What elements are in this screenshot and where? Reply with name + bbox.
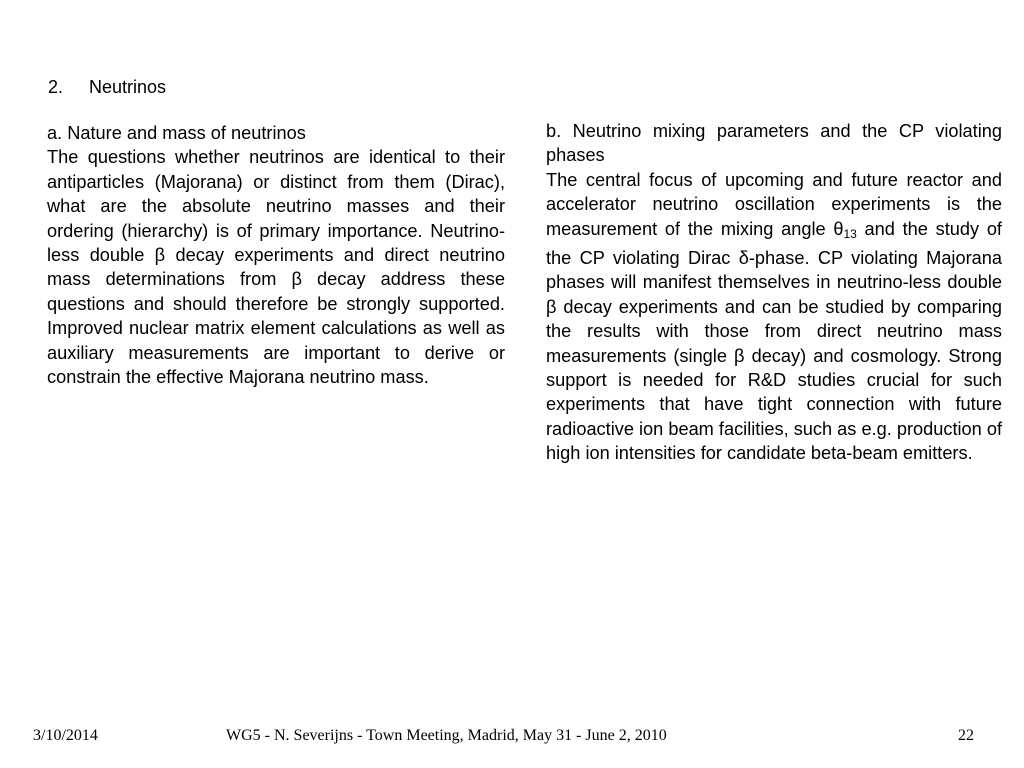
right-column-body [546, 168, 1002, 466]
section-number: 2. [48, 77, 64, 97]
right-column [546, 119, 1002, 466]
section-heading [48, 76, 166, 98]
footer-date: 3/10/2014 [33, 727, 98, 744]
footer-page-number: 22 [958, 727, 974, 744]
footer-title: WG5 - N. Severijns - Town Meeting, Madrid, May 31 - June 2, 2010 [226, 727, 667, 744]
section-title: Neutrinos [89, 77, 167, 97]
theta-subscript: 13 [843, 226, 857, 241]
left-column-heading: a. Nature and mass of neutrinos [47, 123, 306, 143]
left-column [47, 121, 505, 389]
right-body-part-1: The central focus of upcoming and future reactor and accelerator neutrino oscillation experiments is the measurement of the mixing angle θ [546, 169, 1002, 239]
left-column-body: The questions whether neutrinos are identical to their antiparticles (Majorana) or distinct from them (Dirac), what are the absolute neutrino masses and their ordering (hierarchy) is of primary importance. Neutrino-less double β decay experiments and direct neutrino mass determinations from β decay address these questions and should therefore be strongly supported. Improved nuclear matrix element calculations as well as auxiliary measurements are important to derive or constrain the effective Majorana neutrino mass. [47, 147, 505, 388]
right-column-heading: b. Neutrino mixing parameters and the CP violating phases [546, 121, 1002, 166]
right-body-part-2: and the study of the CP violating Dirac δ-phase. CP violating Majorana phases will manifest themselves in neutrino-less double β decay experiments and can be studied by comparing the results with those from direct neutrino mass measurements (single β decay) and cosmology. Strong support is needed for R&D studies crucial for such experiments that have tight connection with future radioactive ion beam facilities, such as e.g. production of high ion intensities for candidate beta-beam emitters. [546, 218, 1002, 464]
